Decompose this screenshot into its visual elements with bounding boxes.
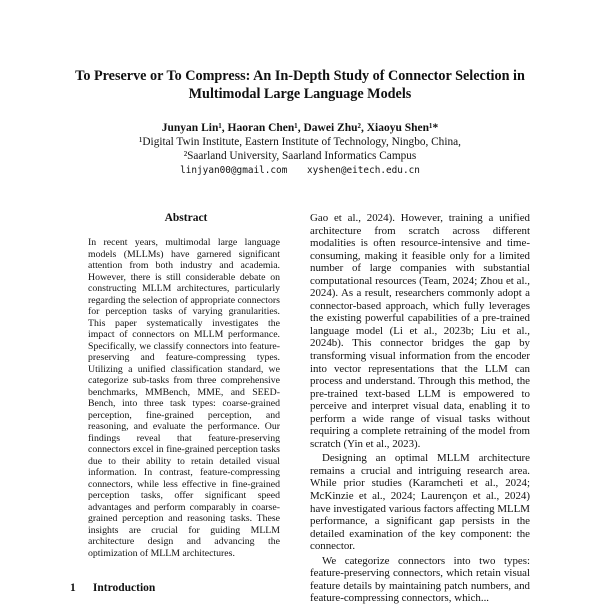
- section-title: Introduction: [92, 582, 156, 594]
- abstract-heading: Abstract: [164, 212, 208, 224]
- body-paragraph: We categorize connectors into two types: feature-preserving connectors, which retain visual feature details by maintaining patch numbers, and feature-compressing connectors, which...: [310, 554, 530, 605]
- section-heading: [70, 582, 155, 594]
- section-number: 1: [70, 582, 76, 594]
- body-paragraph: Gao et al., 2024). However, training a unified architecture from scratch across different modalities is often resource-intensive and time-consuming, making it feasible only for a limited number of large companies with substantial computational resources (Team, 2024; Zhou et al., 2024). As a result, researchers commonly adopt a connector-based approach, which fully leverages the existing powerful capabilities of a pre-trained language model (Li et al., 2023b; Liu et al., 2024b). This connector bridges the gap by transforming visual information from the encoder into vector representations that the LLM can process and understand. Through this method, the pre-trained text-based LLM is empowered to perceive and interpret visual data, enabling it to perform a wide range of visual tasks without requiring a complete retraining of the model from scratch (Yin et al., 2023).: [310, 212, 530, 450]
- body-paragraph: Designing an optimal MLLM architecture remains a crucial and intriguing research area. While prior studies (Karamcheti et al., 2024; McKinzie et al., 2024; Laurençon et al., 2024) have investigated various factors affecting MLLM performance, a significant gap persists in the detailed examination of the key component: the connector.: [310, 452, 530, 553]
- affiliation-2: ²Saarland University, Saarland Informatics Campus: [183, 150, 417, 162]
- abstract-body: In recent years, multimodal large language models (MLLMs) have garnered significant attention from both industry and academia. However, there is still considerable debate on constructing MLLM architectures, particularly regarding the selection of appropriate connectors for perception tasks of varying granularities. This paper systematically investigates the impact of connectors on MLLM performance. Specifically, we classify connectors into feature-preserving and feature-compressing types. Utilizing a unified classification standard, we categorize sub-tasks from three comprehensive benchmarks, MMBench, MME, and SEED-Bench, into three task types: coarse-grained perception, fine-grained perception, and reasoning, and evaluate the performance. Our findings reveal that feature-preserving connectors excel in fine-grained perception tasks due to their ability to retain detailed visual information. In contrast, feature-compressing connectors, while less effective in fine-grained perception tasks, offer significant speed advantages and perform comparably in coarse-grained perception and reasoning tasks. These insights are crucial for guiding MLLM architecture design and advancing the optimization of MLLM architectures.: [88, 237, 280, 559]
- author-emails: linjyan00@gmail.com xyshen@eitech.edu.cn: [180, 165, 420, 176]
- affiliation-1: ¹Digital Twin Institute, Eastern Institute of Technology, Ningbo, China,: [139, 136, 461, 148]
- author-list: Junyan Lin¹, Haoran Chen¹, Dawei Zhu², Xiaoyu Shen¹*: [161, 122, 439, 134]
- paper-title: To Preserve or To Compress: An In-Depth Study of Connector Selection in Multimodal Large Language Models: [75, 68, 525, 102]
- body-column-right: [310, 212, 530, 605]
